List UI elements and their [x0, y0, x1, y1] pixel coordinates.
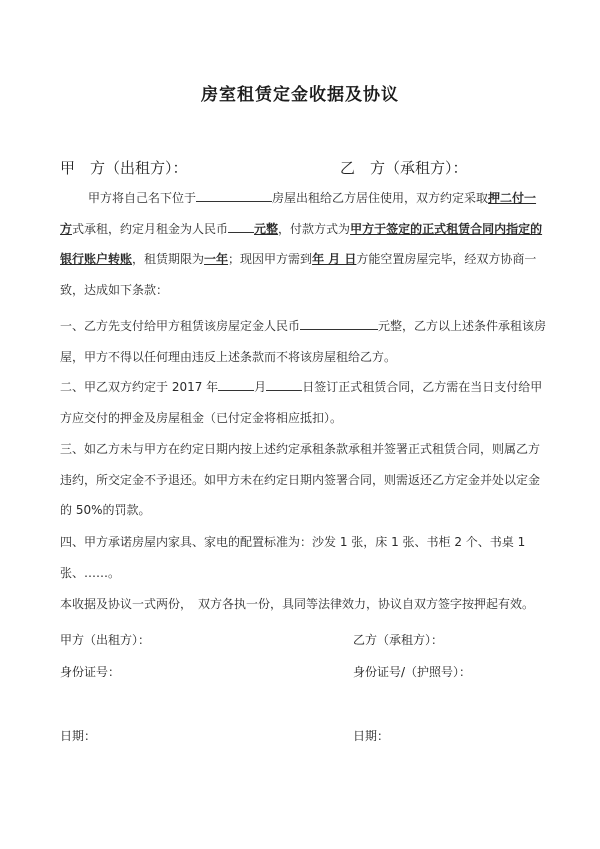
clause-2-text-c: 日签订正式租赁合同，乙方需在当日支付给甲方应交付的押金及房屋租金（已付定金将相应抵扣）。 — [60, 380, 543, 425]
intro-text-3: 式承租，约定月租金为人民币 — [72, 221, 229, 236]
month-blank — [218, 377, 254, 391]
party-b-id-label: 身份证号/（护照号）： — [353, 665, 472, 679]
party-a-heading: 甲 方（出租方）： — [60, 159, 188, 177]
clause-1-text-b: 元整，乙方以上述条件承租该房屋，甲方不得以任何理由违反上述条款而不将该房屋租给乙方。 — [60, 319, 547, 364]
party-b-date-label: 日期： — [353, 729, 390, 743]
payment-mode: 押二付一方 — [60, 191, 537, 236]
party-b-sign-label: 乙方（承租方）： — [353, 633, 444, 647]
clause-3: 三、如乙方未与甲方在约定日期内按上述约定承租条款承租并签署正式租赁合同，则属乙方违约，所交定金不予退还。如甲方未在约定日期内签署合同，则需返还乙方定金并处以定金的 50%的罚款。 — [60, 442, 541, 517]
payment-method: 甲方于签定的正式租赁合同内指定的银行账户转账 — [60, 221, 543, 266]
party-a-id-label: 身份证号： — [60, 665, 121, 679]
lease-term: 一年 — [204, 252, 229, 266]
rent-unit: 元整 — [254, 221, 279, 236]
clause-2-text-a: 二、甲乙双方约定于 2017 年 — [60, 380, 219, 394]
closing-paragraph: 本收据及协议一式两份， 双方各执一份，具同等法律效力，协议自双方签字按押起有效。 — [60, 597, 535, 611]
intro-text-1: 甲方将自己名下位于 — [88, 191, 197, 205]
party-b-heading: 乙 方（承租方）： — [340, 159, 468, 177]
intro-text-7: 方能空置房屋完毕，经双方协商一致，达成如下条款： — [60, 252, 537, 297]
address-blank — [196, 188, 272, 202]
intro-text-4: ，付款方式为 — [278, 221, 351, 236]
intro-text-6: ；现因甲方需到 — [228, 252, 313, 266]
document-title: 房室租赁定金收据及协议 — [201, 85, 399, 105]
clause-2-text-b: 月 — [254, 380, 267, 394]
intro-text-5: ，租赁期限为 — [132, 252, 205, 266]
clause-1 — [60, 311, 547, 372]
vacate-date: 年 月 日 — [312, 252, 357, 266]
party-a-date-label: 日期： — [60, 729, 97, 743]
day-blank — [266, 377, 302, 391]
deposit-blank — [300, 316, 378, 330]
party-a-sign-label: 甲方（出租方）： — [60, 633, 151, 647]
intro-paragraph — [60, 183, 547, 305]
clause-4: 四、甲方承诺房屋内家具、家电的配置标准为：沙发 1 张，床 1 张、书柜 2 个、书桌 1 张、……。 — [60, 535, 526, 580]
intro-text-2: 房屋出租给乙方居住使用，双方约定采取 — [272, 191, 489, 205]
clause-1-text-a: 一、乙方先支付给甲方租赁该房屋定金人民币 — [60, 319, 301, 333]
clause-2 — [60, 372, 547, 433]
rent-blank — [228, 219, 254, 233]
